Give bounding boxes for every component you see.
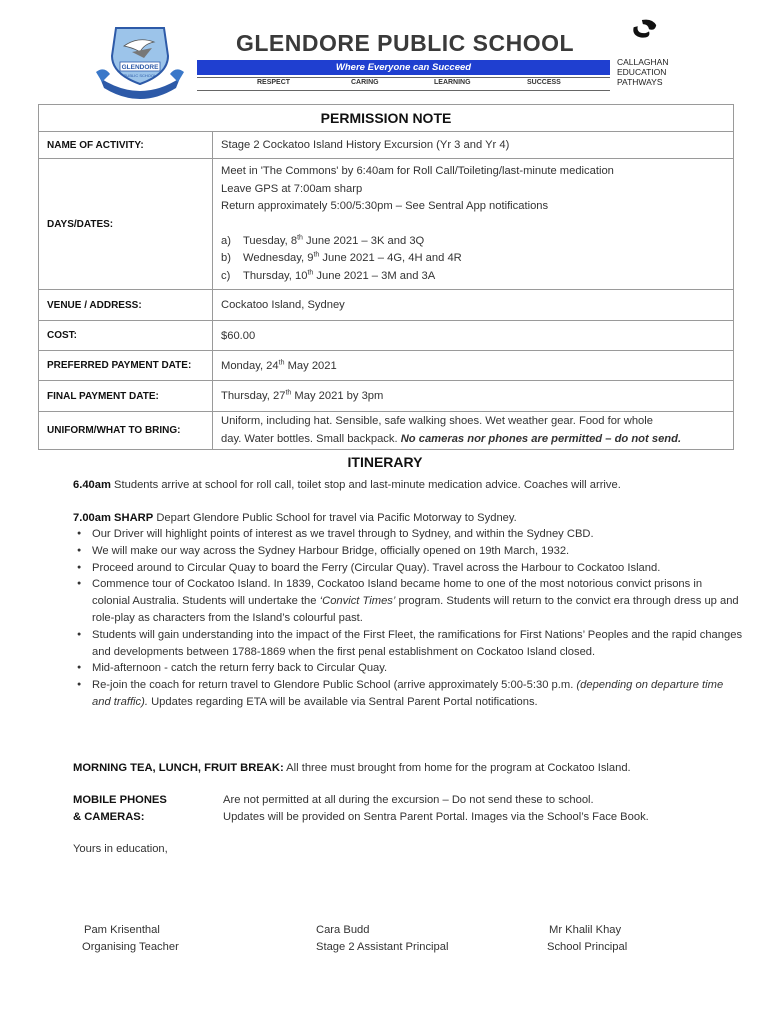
signatory-role: Organising Teacher bbox=[82, 941, 179, 953]
final-payment-label: FINAL PAYMENT DATE: bbox=[39, 381, 213, 412]
date-text: Monday, 24 bbox=[221, 359, 279, 372]
date-day: Wednesday, 9 bbox=[243, 252, 314, 264]
value-learning: LEARNING bbox=[434, 79, 471, 86]
value-success: SUCCESS bbox=[527, 79, 561, 86]
permission-table bbox=[38, 104, 734, 450]
list-marker: a) bbox=[221, 234, 231, 247]
signature-block bbox=[82, 922, 179, 956]
uniform-line: Uniform, including hat. Sensible, safe walking shoes. Wet weather gear. Food for whole bbox=[221, 415, 653, 427]
permission-title: PERMISSION NOTE bbox=[39, 105, 734, 132]
value-line: Updates will be provided on Sentra Parent Portal. Images via the School’s Face Book. bbox=[223, 810, 649, 823]
divider bbox=[197, 90, 610, 91]
date-text: May 2021 bbox=[284, 359, 337, 372]
ordinal: th bbox=[297, 233, 303, 241]
ordinal: th bbox=[307, 268, 314, 276]
list-marker: c) bbox=[221, 269, 231, 282]
activity-value: Stage 2 Cockatoo Island History Excursion (Yr 3 and Yr 4) bbox=[213, 132, 734, 159]
partner-line: EDUCATION bbox=[617, 67, 667, 77]
date-text: Thursday, 27 bbox=[221, 390, 286, 402]
list-item-text: Commence tour of Cockatoo Island bbox=[92, 578, 268, 591]
value-line: Are not permitted at all during the excursion – Do not send these to school. bbox=[223, 794, 594, 806]
closing-line: Yours in education, bbox=[73, 843, 168, 855]
label-line: & CAMERAS: bbox=[73, 810, 145, 823]
signatory-role: Stage 2 Assistant Principal bbox=[316, 941, 449, 953]
meal-note bbox=[73, 760, 743, 777]
list-item-note: (depending on departure time and traffic). bbox=[92, 679, 724, 708]
itinerary-departure bbox=[73, 510, 743, 527]
date-item bbox=[221, 268, 725, 286]
itinerary-title: ITINERARY bbox=[347, 454, 423, 470]
cost-value: $60.00 bbox=[213, 321, 734, 351]
list-item-text: . In 1839, Cockatoo Island became home to one of the most notorious convict prisons in colonial Australia. Students will undertake the bbox=[92, 578, 703, 608]
mobile-phones-label bbox=[73, 792, 167, 826]
signatory-name: Mr Khalil Khay bbox=[549, 924, 622, 936]
svg-text:PUBLIC SCHOOL: PUBLIC SCHOOL bbox=[123, 73, 157, 78]
list-marker: b) bbox=[221, 252, 231, 264]
date-classes: June 2021 – 3M and 3A bbox=[313, 269, 436, 282]
list-item: ● Our Driver will highlight points of interest as we travel through to Sydney, and within the Sydney CBD. bbox=[73, 526, 743, 543]
ordinal: th bbox=[313, 251, 320, 259]
dates-label: DAYS/DATES: bbox=[39, 159, 213, 290]
school-crest-logo bbox=[94, 22, 186, 100]
date-classes: June 2021 – 3K and 3Q bbox=[302, 234, 425, 247]
itinerary-list bbox=[73, 526, 743, 711]
list-item: ● We will make our way across the Sydney Harbour Bridge, officially opened on 19th March, 1932. bbox=[73, 543, 743, 560]
departure-text: Depart Glendore Public School for travel via Pacific Motorway to Sydney. bbox=[153, 512, 517, 524]
dates-value bbox=[213, 159, 734, 290]
cost-label: COST: bbox=[39, 321, 213, 351]
list-item-text: Re-join the coach for return travel to Glendore Public School (arrive approximately 5:00-5:30 p.m. bbox=[92, 679, 577, 692]
partner-line: CALLAGHAN bbox=[617, 57, 669, 67]
date-day: Tuesday, 8 bbox=[243, 234, 298, 247]
svg-text:GLENDORE: GLENDORE bbox=[121, 64, 159, 71]
partner-line: PATHWAYS bbox=[617, 77, 663, 87]
final-payment-value bbox=[213, 381, 734, 412]
date-item bbox=[221, 233, 725, 251]
school-name: GLENDORE PUBLIC SCHOOL bbox=[235, 30, 575, 56]
no-cameras-warning: No cameras nor phones are permitted – do not send. bbox=[400, 432, 682, 445]
ordinal: th bbox=[285, 389, 292, 397]
divider bbox=[197, 77, 610, 78]
list-item-text: Updates regarding ETA will be available via Sentral Parent Portal notifications. bbox=[147, 695, 538, 708]
list-item: ● Mid-afternoon - catch the return ferry back to Circular Quay. bbox=[73, 660, 743, 677]
signatory-name: Pam Krisenthal bbox=[84, 924, 160, 936]
uniform-label: UNIFORM/WHAT TO BRING: bbox=[39, 412, 213, 450]
activity-label: NAME OF ACTIVITY: bbox=[39, 132, 213, 159]
meet-instruction: Meet in 'The Commons' by 6:40am for Roll Call/Toileting/last-minute medication bbox=[221, 165, 614, 177]
list-item bbox=[73, 576, 743, 626]
mobile-phones-value bbox=[223, 792, 649, 826]
venue-label: VENUE / ADDRESS: bbox=[39, 290, 213, 321]
meal-text: All three must brought from home for the program at Cockatoo Island. bbox=[283, 762, 631, 774]
partner-name bbox=[617, 57, 669, 87]
date-item bbox=[221, 250, 725, 268]
date-text: May 2021 by 3pm bbox=[291, 390, 384, 402]
ordinal: th bbox=[278, 358, 285, 366]
meal-label: MORNING TEA, LUNCH, FRUIT BREAK: bbox=[73, 762, 284, 774]
venue-value: Cockatoo Island, Sydney bbox=[213, 290, 734, 321]
preferred-payment-label: PREFERRED PAYMENT DATE: bbox=[39, 351, 213, 381]
uniform-line bbox=[221, 431, 725, 449]
list-item: ● Proceed around to Circular Quay to board the Ferry (Circular Quay). Travel across the Harbour to Cockatoo Island. bbox=[73, 560, 743, 577]
value-respect: RESPECT bbox=[257, 79, 291, 86]
departure-time: 7.00am SHARP bbox=[73, 512, 154, 524]
label-line: MOBILE PHONES bbox=[73, 794, 167, 806]
school-motto: Where Everyone can Succeed bbox=[197, 60, 610, 75]
list-item-text: program bbox=[395, 595, 441, 608]
letterhead bbox=[0, 0, 770, 100]
list-item bbox=[73, 677, 743, 711]
program-name: ‘Convict Times’ bbox=[319, 595, 396, 608]
uniform-text: day. Water bottles. Small backpack. bbox=[221, 432, 401, 445]
value-caring: CARING bbox=[351, 79, 379, 86]
signature-block bbox=[547, 922, 627, 956]
preferred-payment-value bbox=[213, 351, 734, 381]
return-instruction: Return approximately 5:00/5:30pm – See Sentral App notifications bbox=[221, 200, 549, 212]
signatory-role: School Principal bbox=[547, 941, 628, 953]
uniform-value bbox=[213, 412, 734, 450]
date-classes: June 2021 – 4G, 4H and 4R bbox=[319, 252, 462, 264]
list-item-text: . Students will return to the convict era through dress up and role-play as characters from the Island’s colourful past. bbox=[92, 595, 739, 624]
arrival-time: 6.40am bbox=[73, 479, 111, 491]
list-item: ● Students will gain understanding into the impact of the First Fleet, the ramifications for First Nations’ Peoples and the rapid changes and developments between 1788-1869 when the first penal establishment on Cockatoo Island closed. bbox=[73, 627, 743, 661]
signature-block bbox=[316, 922, 448, 956]
callaghan-education-pathways-logo bbox=[617, 18, 677, 58]
arrival-text: Students arrive at school for roll call, toilet stop and last-minute medication advice. Coaches will arrive. bbox=[110, 479, 621, 491]
leave-instruction: Leave GPS at 7:00am sharp bbox=[221, 182, 363, 195]
date-day: Thursday, 10 bbox=[243, 269, 308, 282]
signatory-name: Cara Budd bbox=[316, 924, 370, 936]
itinerary-arrival bbox=[73, 477, 743, 494]
